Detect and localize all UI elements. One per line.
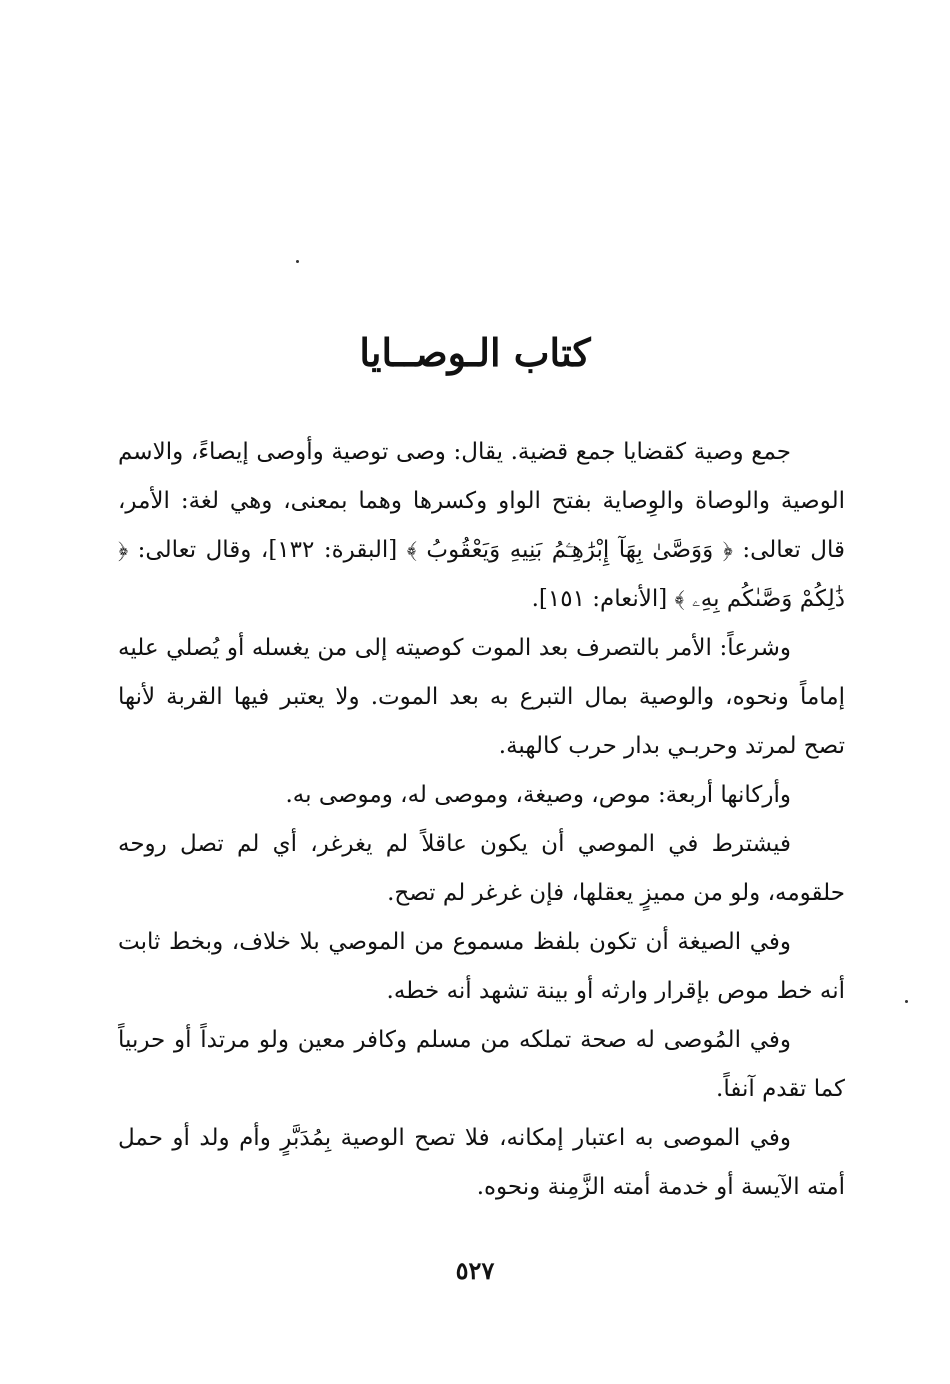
chapter-title: كتاب الـوصــايا: [359, 330, 591, 376]
paragraph-definition: جمع وصية كقضايا جمع قضية. يقال: وصى توصية وأوصى إيصاءً، والاسم الوصية والوصاة والوِصاية بفتح الواو وكسرها وهما بمعنى، وهي لغة: الأمر، قال تعالى: ﴿ وَوَصَّىٰ بِهَآ إِبْرَٰهِـۧمُ بَنِيهِ وَيَعْقُوبُ ﴾ [البقرة: ١٣٢]، وقال تعالى: ﴿ ذَٰلِكُمْ وَصَّىٰكُم بِهِۦ ﴾ [الأنعام: ١٥١].: [118, 439, 845, 612]
scan-speck: [296, 260, 299, 263]
paragraph-formula-condition: وفي الصيغة أن تكون بلفظ مسموع من الموصي بلا خلاف، وبخط ثابت أنه خط موص بإقرار وارثه أو بينة تشهد أنه خطه.: [118, 929, 845, 1004]
paragraph-pillars: وأركانها أربعة: موص، وصيغة، وموصى له، وموصى به.: [285, 782, 791, 808]
paragraph-beneficiary-condition: وفي المُوصى له صحة تملكه من مسلم وكافر معين ولو مرتداً أو حربياً كما تقدم آنفاً.: [118, 1027, 845, 1102]
paragraph-testator-condition: فيشترط في الموصي أن يكون عاقلاً لم يغرغر، أي لم تصل روحه حلقومه، ولو من مميزٍ يعقلها، فإن غرغر لم تصح.: [118, 831, 845, 906]
scan-speck: [905, 1000, 908, 1003]
page-number: ٥٢٧: [455, 1256, 495, 1285]
chapter-body: [118, 428, 845, 1212]
paragraph-sharia-meaning: وشرعاً: الأمر بالتصرف بعد الموت كوصيته إلى من يغسله أو يُصلي عليه إماماً ونحوه، والوصية بمال التبرع به بعد الموت. ولا يعتبر فيها القربة لأنها تصح لمرتد وحربـي بدار حرب كالهبة.: [118, 635, 845, 759]
paragraph-bequest-condition: وفي الموصى به اعتبار إمكانه، فلا تصح الوصية بِمُدَبَّرٍ وأم ولد أو حمل أمته الآيسة أو خدمة أمته الزَّمِنة ونحوه.: [118, 1125, 845, 1200]
